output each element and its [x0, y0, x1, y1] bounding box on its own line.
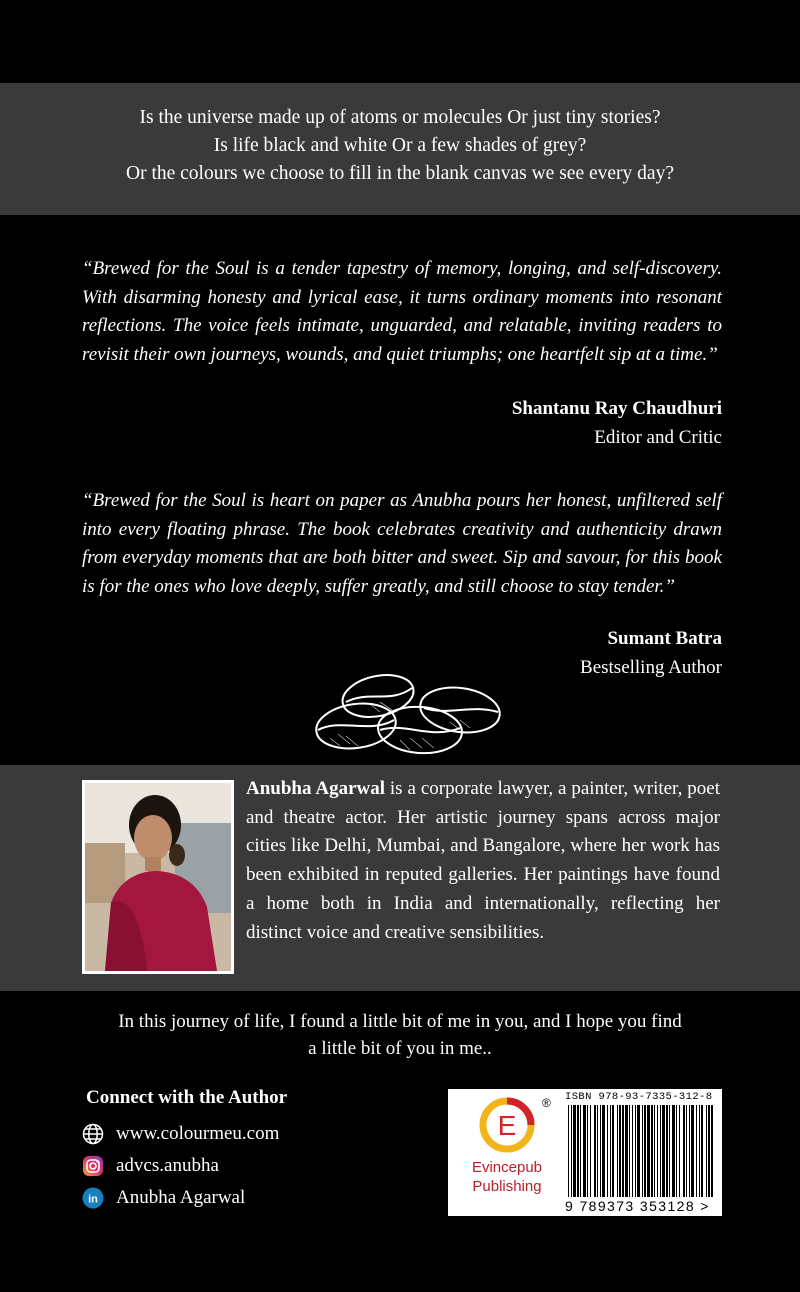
barcode-bar: [571, 1105, 572, 1197]
barcode-bar: [644, 1105, 646, 1197]
closing-message: [70, 1008, 730, 1062]
intro-line: Is the universe made up of atoms or molecules Or just tiny stories?: [139, 107, 661, 128]
barcode-bar: [617, 1105, 618, 1197]
author-bio: [246, 775, 720, 947]
testimonial-author-name: Sumant Batra: [607, 628, 722, 649]
registered-mark: ®: [542, 1096, 551, 1110]
barcode-bar: [635, 1105, 636, 1197]
barcode-bar: [619, 1105, 621, 1197]
barcode-bar: [573, 1105, 576, 1197]
barcode-bar: [662, 1105, 665, 1197]
linkedin-link[interactable]: [82, 1185, 245, 1211]
logo-letter: E: [497, 1110, 517, 1141]
testimonial-author-role: Bestselling Author: [580, 657, 722, 678]
barcode-bar: [679, 1105, 680, 1197]
barcode-bar: [625, 1105, 628, 1197]
barcode-bar: [683, 1105, 685, 1197]
barcode-bar: [689, 1105, 690, 1197]
closing-line: a little bit of you in me..: [308, 1038, 492, 1059]
barcode-bar: [691, 1105, 694, 1197]
connect-heading: Connect with the Author: [86, 1087, 288, 1108]
barcode-bar: [577, 1105, 579, 1197]
publisher-logo: [448, 1089, 568, 1159]
linkedin-name: Anubha Agarwal: [116, 1187, 246, 1208]
barcode-bar: [669, 1105, 670, 1197]
intro-line: Or the colours we choose to fill in the blank canvas we see every day?: [126, 163, 674, 184]
author-name: Anubha Agarwal: [246, 778, 385, 799]
barcode-bar: [701, 1105, 703, 1197]
barcode-bar: [706, 1105, 707, 1197]
barcode-bar: [686, 1105, 687, 1197]
barcode-bar: [676, 1105, 677, 1197]
barcode-bar: [610, 1105, 611, 1197]
barcode-bar: [602, 1105, 605, 1197]
barcode-bar: [580, 1105, 581, 1197]
testimonial-quote: “Brewed for the Soul is heart on paper as Anubha pours her honest, unfiltered self into every floating phrase. The book celebrates creativity and authenticity drawn from everyday moments that are both bitter and sweet. Sip and savour, for this book is for the ones who love deeply, suffer greatly, and still choose to stay tender.”: [82, 490, 722, 598]
publisher-barcode-box: [448, 1089, 722, 1216]
barcode-bar: [568, 1105, 569, 1197]
barcode-bar: [622, 1105, 624, 1197]
barcode-bar: [657, 1105, 658, 1197]
barcode-bar: [607, 1105, 608, 1197]
publisher-name: Evincepub: [471, 1159, 543, 1176]
instagram-link[interactable]: [82, 1153, 219, 1179]
author-portrait-image: [85, 783, 231, 971]
barcode-bar: [637, 1105, 640, 1197]
barcode-bar: [696, 1105, 697, 1197]
barcode-bar: [651, 1105, 653, 1197]
barcode-bar: [632, 1105, 633, 1197]
barcode-bar: [708, 1105, 710, 1197]
instagram-icon: [82, 1155, 104, 1177]
barcode-bar: [699, 1105, 700, 1197]
website-text: www.colourmeu.com: [116, 1123, 280, 1144]
barcode-bar: [672, 1105, 675, 1197]
barcode-bar: [660, 1105, 661, 1197]
barcode-bar: [629, 1105, 630, 1197]
barcode-digits: 9 789373 353128 >: [565, 1198, 710, 1214]
instagram-handle: advcs.anubha: [116, 1155, 219, 1176]
barcode-bar: [590, 1105, 591, 1197]
barcode-bar: [654, 1105, 655, 1197]
testimonial-author-name: Shantanu Ray Chaudhuri: [511, 398, 722, 419]
barcode-bar: [583, 1105, 586, 1197]
barcode-bar: [647, 1105, 650, 1197]
barcode-bar: [642, 1105, 643, 1197]
globe-icon: [82, 1123, 104, 1145]
author-photo: [82, 780, 234, 974]
author-bio-text: is a corporate lawyer, a painter, writer, poet and theatre actor. Her artistic journey spans across major cities like Delhi, Mumbai, and Bangalore, where her work has been exhibited in reputed galleries. Her paintings have found a home both in India and internationally, reflecting her distinct voice and creative sensibilities.: [246, 778, 720, 943]
website-link[interactable]: [82, 1121, 279, 1147]
intro-line: Is life black and white Or a few shades of grey?: [213, 135, 587, 156]
barcode-bar: [594, 1105, 596, 1197]
barcode-bar: [711, 1105, 713, 1197]
barcode-bar: [600, 1105, 601, 1197]
barcode-bar: [612, 1105, 614, 1197]
publisher-name: Publishing: [472, 1178, 542, 1195]
coffee-beans-illustration: [310, 668, 502, 756]
barcode-bar: [666, 1105, 668, 1197]
barcode-bar: [597, 1105, 598, 1197]
barcode-bar: [587, 1105, 588, 1197]
isbn-label: ISBN 978-93-7335-312-8: [565, 1091, 713, 1103]
testimonial-author-role: Editor and Critic: [594, 427, 722, 448]
intro-band: [0, 83, 800, 215]
linkedin-icon: [82, 1187, 104, 1209]
svg-text:in: in: [88, 1193, 98, 1206]
barcode: [566, 1105, 716, 1197]
closing-line: In this journey of life, I found a little bit of me in you, and I hope you find: [118, 1011, 682, 1032]
testimonial-quote: “Brewed for the Soul is a tender tapestry of memory, longing, and self-discovery. With disarming honesty and lyrical ease, it turns ordinary moments into resonant reflections. The voice feels intimate, unguarded, and relatable, inviting readers to revisit their own journeys, wounds, and quiet triumphs; one heartfelt sip at a time.”: [82, 258, 722, 366]
